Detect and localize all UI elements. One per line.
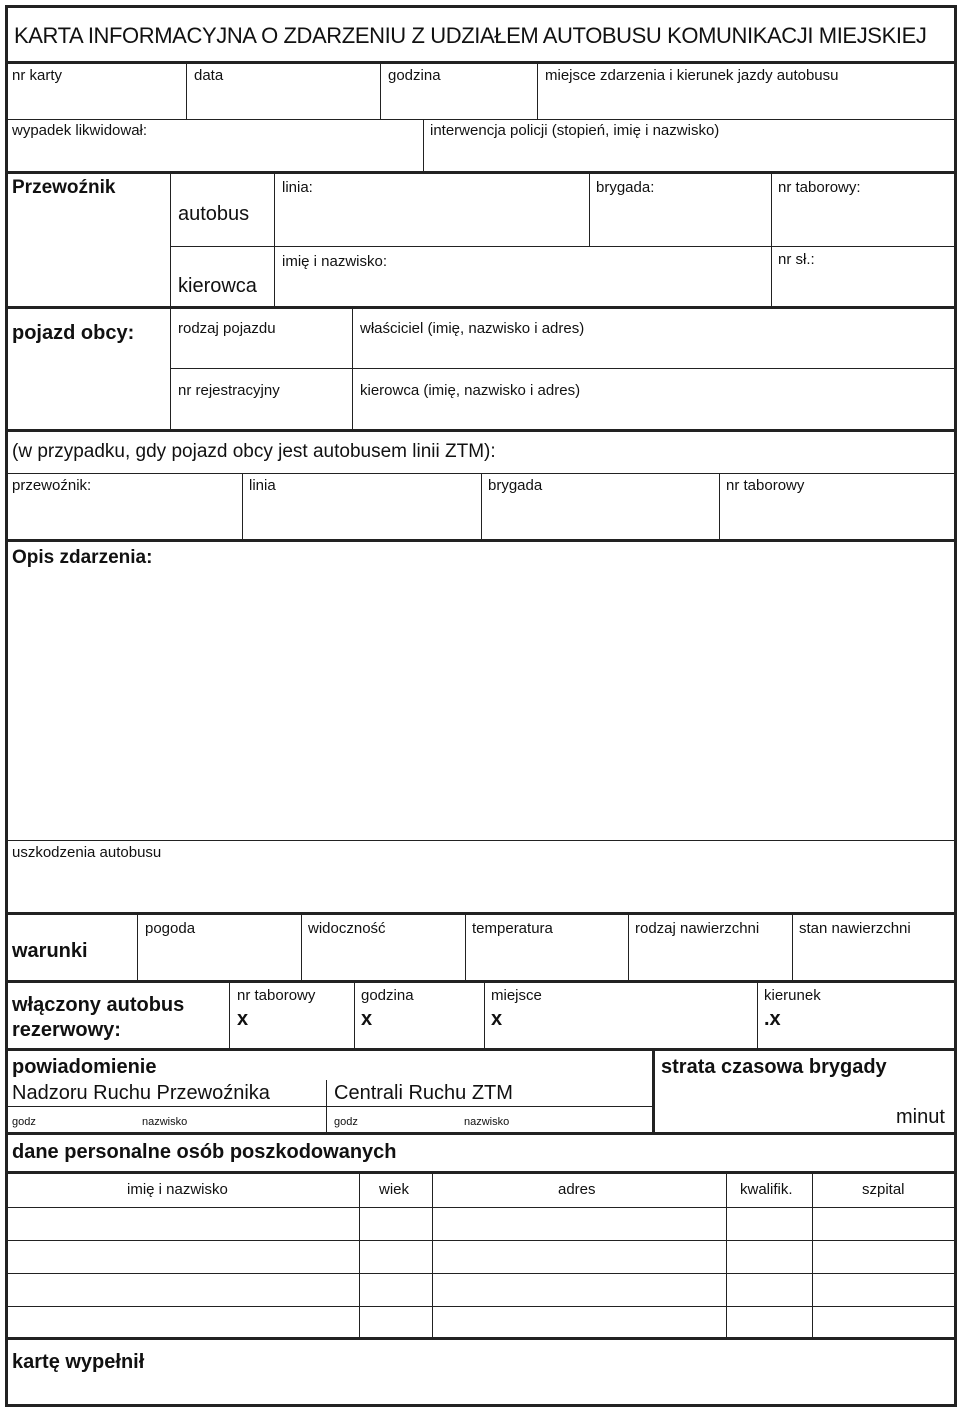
driver-label: kierowca xyxy=(178,275,257,297)
injured-row[interactable] xyxy=(8,1307,954,1338)
foreign-driver-field[interactable]: kierowca (imię, nazwisko i adres) xyxy=(360,382,581,399)
injured-row[interactable] xyxy=(8,1208,954,1240)
minutes-label[interactable]: minut xyxy=(896,1106,945,1128)
bus-label: autobus xyxy=(178,203,250,225)
foreign-vehicle-label: pojazd obcy: xyxy=(12,322,135,344)
reserve-time-value[interactable]: x xyxy=(361,1008,373,1030)
injured-label: dane personalne osób poszkodowanych xyxy=(12,1141,397,1163)
time-field[interactable]: godzina xyxy=(388,67,441,84)
injured-row[interactable] xyxy=(8,1241,954,1273)
driver-service-number-field[interactable]: nr sł.: xyxy=(778,251,815,268)
description-area[interactable] xyxy=(10,575,950,837)
frame-left xyxy=(5,5,8,1407)
visibility-field[interactable]: widoczność xyxy=(308,920,386,937)
reserve-fleet-number-value[interactable]: x xyxy=(237,1008,249,1030)
injured-name-header: imię i nazwisko xyxy=(127,1181,228,1198)
central-hour-field[interactable]: godz xyxy=(334,1116,358,1128)
description-label: Opis zdarzenia: xyxy=(12,547,153,568)
reserve-place-label: miejsce xyxy=(491,987,542,1004)
reserve-bus-label: włączony autobus xyxy=(12,994,185,1016)
filled-by-field[interactable]: kartę wypełnił xyxy=(12,1351,145,1373)
injured-qualif-header: kwalifik. xyxy=(740,1181,793,1198)
reserve-time-label: godzina xyxy=(361,987,414,1004)
place-direction-field[interactable]: miejsce zdarzenia i kierunek jazdy autobusu xyxy=(545,67,839,84)
ztm-line-field[interactable]: linia xyxy=(249,477,276,494)
date-field[interactable]: data xyxy=(194,67,224,84)
owner-field[interactable]: właściciel (imię, nazwisko i adres) xyxy=(360,320,585,337)
injured-address-header: adres xyxy=(558,1181,596,1198)
police-intervention-field[interactable]: interwencja policji (stopień, imię i nazwisko) xyxy=(430,122,720,139)
vehicle-type-field[interactable]: rodzaj pojazdu xyxy=(178,320,276,337)
injured-row[interactable] xyxy=(8,1274,954,1306)
notification-label: powiadomienie xyxy=(12,1056,157,1078)
ztm-carrier-field[interactable]: przewoźnik: xyxy=(12,477,92,494)
injured-age-header: wiek xyxy=(379,1181,410,1198)
carrier-supervision-label: Nadzoru Ruchu Przewoźnika xyxy=(12,1082,270,1104)
weather-field[interactable]: pogoda xyxy=(145,920,196,937)
reserve-bus-label-2: rezerwowy: xyxy=(12,1019,121,1041)
central-name-field[interactable]: nazwisko xyxy=(464,1116,510,1128)
frame-right xyxy=(954,5,957,1407)
reserve-direction-label: kierunek xyxy=(764,987,821,1004)
ztm-brigade-field[interactable]: brygada xyxy=(488,477,543,494)
time-loss-label: strata czasowa brygady xyxy=(661,1056,887,1078)
frame-top xyxy=(5,5,957,8)
temperature-field[interactable]: temperatura xyxy=(472,920,553,937)
conditions-label: warunki xyxy=(12,940,88,962)
driver-name-field[interactable]: imię i nazwisko: xyxy=(282,253,388,270)
ztm-fleet-number-field[interactable]: nr taborowy xyxy=(726,477,805,494)
supervision-hour-field[interactable]: godz xyxy=(12,1116,36,1128)
registration-number-field[interactable]: nr rejestracyjny xyxy=(178,382,280,399)
injured-hospital-header: szpital xyxy=(862,1181,905,1198)
carrier-label: Przewoźnik xyxy=(12,177,116,198)
reserve-direction-value[interactable]: .x xyxy=(764,1008,781,1030)
ztm-note: (w przypadku, gdy pojazd obcy jest autobusem linii ZTM): xyxy=(12,441,496,462)
reserve-fleet-number-label: nr taborowy xyxy=(237,987,316,1004)
surface-state-field[interactable]: stan nawierzchni xyxy=(799,920,911,937)
bus-line-field[interactable]: linia: xyxy=(282,179,313,196)
frame-bottom xyxy=(5,1404,957,1407)
bus-fleet-number-field[interactable]: nr taborowy: xyxy=(778,179,861,196)
reserve-place-value[interactable]: x xyxy=(491,1008,503,1030)
card-number-field[interactable]: nr karty xyxy=(12,67,63,84)
ztm-central-label: Centrali Ruchu ZTM xyxy=(334,1082,513,1104)
bus-damage-field[interactable]: uszkodzenia autobusu xyxy=(12,844,162,861)
bus-brigade-field[interactable]: brygada: xyxy=(596,179,655,196)
supervision-name-field[interactable]: nazwisko xyxy=(142,1116,188,1128)
liquidated-by-field[interactable]: wypadek likwidował: xyxy=(12,122,148,139)
form-title: KARTA INFORMACYJNA O ZDARZENIU Z UDZIAŁEM AUTOBUSU KOMUNIKACJI MIEJSKIEJ xyxy=(14,23,927,48)
surface-type-field[interactable]: rodzaj nawierzchni xyxy=(635,920,760,937)
